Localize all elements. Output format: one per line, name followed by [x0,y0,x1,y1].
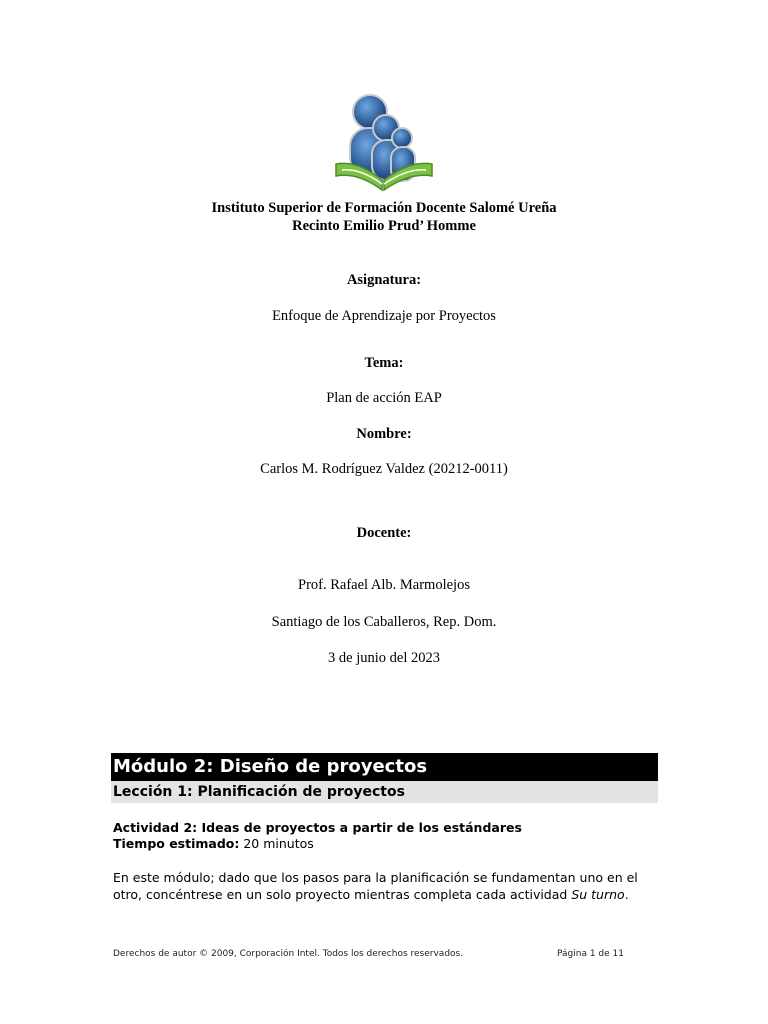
campus-name: Recinto Emilio Prud’ Homme [292,218,476,234]
activity-title: Actividad 2: Ideas de proyectos a partir de los estándares [113,820,522,835]
intro-period: . [624,887,629,902]
time-estimate [113,835,658,852]
time-value: 20 minutos [243,836,314,851]
teacher-label: Docente: [356,525,412,541]
location: Santiago de los Caballeros, Rep. Dom. [271,614,497,630]
topic-label: Tema: [364,355,404,371]
topic-value: Plan de acción EAP [326,390,442,406]
subject-value: Enfoque de Aprendizaje por Proyectos [272,308,496,324]
subject-label: Asignatura: [346,272,422,288]
intro-line-2 [113,886,658,903]
date: 3 de junio del 2023 [328,650,440,666]
lesson-title: Lección 1: Planificación de proyectos [111,781,658,803]
intro-line-1: En este módulo; dado que los pasos para la planificación se fundamentan uno en el [113,870,638,885]
footer-page-number: Página 1 de 11 [557,949,624,959]
intro-emphasis: Su turno [571,887,625,902]
time-label: Tiempo estimado: [113,836,240,851]
intro-text: otro, concéntrese en un solo proyecto mientras completa cada actividad [113,887,572,902]
people-reading-book-icon [328,90,440,198]
footer-copyright: Derechos de autor © 2009, Corporación Intel. Todos los derechos reservados. [113,949,464,959]
student-name: Carlos M. Rodríguez Valdez (20212-0011) [260,461,508,477]
teacher-name: Prof. Rafael Alb. Marmolejos [298,577,470,593]
module-title: Módulo 2: Diseño de proyectos [111,753,658,781]
name-label: Nombre: [356,426,412,442]
institution-name: Instituto Superior de Formación Docente Salomé Ureña [211,200,557,216]
